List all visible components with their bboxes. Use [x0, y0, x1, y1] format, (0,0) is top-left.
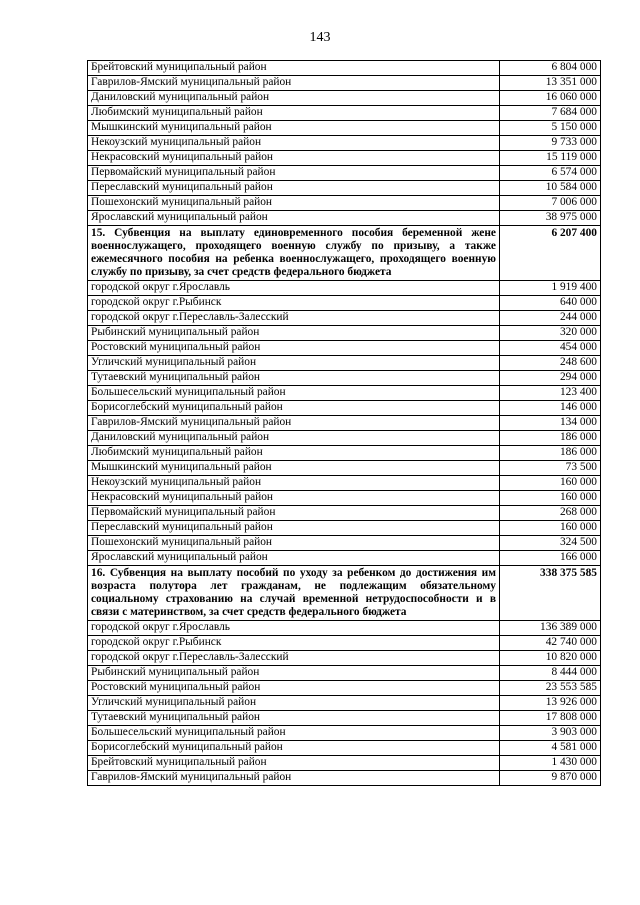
amount-value: 10 584 000	[500, 181, 601, 196]
amount-value: 7 006 000	[500, 196, 601, 211]
table-row	[88, 741, 601, 756]
municipality-name: Некоузский муниципальный район	[88, 476, 500, 491]
municipality-name: Ярославский муниципальный район	[88, 551, 500, 566]
municipality-name: Переславский муниципальный район	[88, 521, 500, 536]
table-row	[88, 326, 601, 341]
table-row	[88, 401, 601, 416]
table-row	[88, 211, 601, 226]
municipality-name: Даниловский муниципальный район	[88, 431, 500, 446]
amount-value: 9 870 000	[500, 771, 601, 786]
municipality-name: Гаврилов-Ямский муниципальный район	[88, 771, 500, 786]
table-row	[88, 461, 601, 476]
municipality-name: Брейтовский муниципальный район	[88, 61, 500, 76]
amount-value: 10 820 000	[500, 651, 601, 666]
municipality-name: Пошехонский муниципальный район	[88, 536, 500, 551]
municipality-name: Угличский муниципальный район	[88, 696, 500, 711]
subvention-table-body	[88, 61, 601, 786]
table-row	[88, 696, 601, 711]
municipality-name: Большесельский муниципальный район	[88, 386, 500, 401]
page-number: 143	[309, 30, 331, 45]
table-row	[88, 416, 601, 431]
municipality-name: городской округ г.Рыбинск	[88, 296, 500, 311]
amount-value: 42 740 000	[500, 636, 601, 651]
table-row	[88, 311, 601, 326]
municipality-name: Тутаевский муниципальный район	[88, 371, 500, 386]
table-row	[88, 281, 601, 296]
municipality-name: Брейтовский муниципальный район	[88, 756, 500, 771]
amount-value: 13 351 000	[500, 76, 601, 91]
section-16-title: 16. Субвенция на выплату пособий по уходу за ребенком до достижения им возраста полутора лет гражданам, не подлежащим обязательному социальному страхованию на случай временной нетрудоспособности и в связи с материнством, за счет средств федерального бюджета	[88, 566, 500, 621]
municipality-name: Ярославский муниципальный район	[88, 211, 500, 226]
municipality-name: Некрасовский муниципальный район	[88, 151, 500, 166]
table-row	[88, 76, 601, 91]
amount-value: 3 903 000	[500, 726, 601, 741]
amount-value: 38 975 000	[500, 211, 601, 226]
municipality-name: Ростовский муниципальный район	[88, 681, 500, 696]
amount-value: 4 581 000	[500, 741, 601, 756]
section-16-header-row	[88, 566, 601, 621]
amount-value: 244 000	[500, 311, 601, 326]
municipality-name: Большесельский муниципальный район	[88, 726, 500, 741]
amount-value: 248 600	[500, 356, 601, 371]
amount-value: 160 000	[500, 521, 601, 536]
table-row	[88, 506, 601, 521]
subvention-table	[87, 60, 601, 786]
table-row	[88, 106, 601, 121]
table-row	[88, 621, 601, 636]
amount-value: 146 000	[500, 401, 601, 416]
table-row	[88, 371, 601, 386]
amount-value: 6 574 000	[500, 166, 601, 181]
table-row	[88, 551, 601, 566]
table-row	[88, 121, 601, 136]
municipality-name: Переславский муниципальный район	[88, 181, 500, 196]
section-15-total-amount: 6 207 400	[500, 226, 601, 281]
table-row	[88, 356, 601, 371]
municipality-name: Первомайский муниципальный район	[88, 506, 500, 521]
amount-value: 15 119 000	[500, 151, 601, 166]
table-row	[88, 136, 601, 151]
amount-value: 640 000	[500, 296, 601, 311]
amount-value: 6 804 000	[500, 61, 601, 76]
table-row	[88, 756, 601, 771]
municipality-name: Любимский муниципальный район	[88, 446, 500, 461]
amount-value: 160 000	[500, 476, 601, 491]
amount-value: 320 000	[500, 326, 601, 341]
municipality-name: Некоузский муниципальный район	[88, 136, 500, 151]
table-row	[88, 651, 601, 666]
municipality-name: городской округ г.Ярославль	[88, 281, 500, 296]
municipality-name: Гаврилов-Ямский муниципальный район	[88, 76, 500, 91]
table-row	[88, 666, 601, 681]
municipality-name: городской округ г.Рыбинск	[88, 636, 500, 651]
table-row	[88, 636, 601, 651]
municipality-name: Рыбинский муниципальный район	[88, 666, 500, 681]
municipality-name: Мышкинский муниципальный район	[88, 461, 500, 476]
municipality-name: Даниловский муниципальный район	[88, 91, 500, 106]
table-row	[88, 196, 601, 211]
amount-value: 73 500	[500, 461, 601, 476]
municipality-name: Угличский муниципальный район	[88, 356, 500, 371]
amount-value: 454 000	[500, 341, 601, 356]
section-16-total-amount: 338 375 585	[500, 566, 601, 621]
table-row	[88, 166, 601, 181]
table-row	[88, 536, 601, 551]
amount-value: 294 000	[500, 371, 601, 386]
table-row	[88, 341, 601, 356]
municipality-name: Мышкинский муниципальный район	[88, 121, 500, 136]
table-row	[88, 431, 601, 446]
amount-value: 166 000	[500, 551, 601, 566]
table-row	[88, 181, 601, 196]
table-row	[88, 711, 601, 726]
amount-value: 1 430 000	[500, 756, 601, 771]
amount-value: 7 684 000	[500, 106, 601, 121]
table-row	[88, 681, 601, 696]
table-row	[88, 151, 601, 166]
table-row	[88, 771, 601, 786]
table-row	[88, 476, 601, 491]
municipality-name: Гаврилов-Ямский муниципальный район	[88, 416, 500, 431]
amount-value: 5 150 000	[500, 121, 601, 136]
municipality-name: Первомайский муниципальный район	[88, 166, 500, 181]
amount-value: 8 444 000	[500, 666, 601, 681]
municipality-name: Рыбинский муниципальный район	[88, 326, 500, 341]
municipality-name: Любимский муниципальный район	[88, 106, 500, 121]
section-15-title: 15. Субвенция на выплату единовременного пособия беременной жене военнослужащего, проходящего военную службу по призыву, а также ежемесячного пособия на ребенка военнослужащего, проходящего военную службу по призыву, за счет средств федерального бюджета	[88, 226, 500, 281]
amount-value: 324 500	[500, 536, 601, 551]
amount-value: 16 060 000	[500, 91, 601, 106]
amount-value: 23 553 585	[500, 681, 601, 696]
table-row	[88, 386, 601, 401]
table-row	[88, 91, 601, 106]
amount-value: 136 389 000	[500, 621, 601, 636]
amount-value: 186 000	[500, 431, 601, 446]
table-row	[88, 61, 601, 76]
municipality-name: Тутаевский муниципальный район	[88, 711, 500, 726]
table-row	[88, 521, 601, 536]
municipality-name: Борисоглебский муниципальный район	[88, 401, 500, 416]
municipality-name: Борисоглебский муниципальный район	[88, 741, 500, 756]
amount-value: 123 400	[500, 386, 601, 401]
amount-value: 13 926 000	[500, 696, 601, 711]
table-row	[88, 296, 601, 311]
municipality-name: Некрасовский муниципальный район	[88, 491, 500, 506]
table-row	[88, 491, 601, 506]
municipality-name: городской округ г.Ярославль	[88, 621, 500, 636]
municipality-name: Ростовский муниципальный район	[88, 341, 500, 356]
municipality-name: Пошехонский муниципальный район	[88, 196, 500, 211]
table-row	[88, 726, 601, 741]
amount-value: 1 919 400	[500, 281, 601, 296]
amount-value: 17 808 000	[500, 711, 601, 726]
section-15-header-row	[88, 226, 601, 281]
municipality-name: городской округ г.Переславль-Залесский	[88, 311, 500, 326]
table-row	[88, 446, 601, 461]
amount-value: 160 000	[500, 491, 601, 506]
amount-value: 268 000	[500, 506, 601, 521]
amount-value: 134 000	[500, 416, 601, 431]
municipality-name: городской округ г.Переславль-Залесский	[88, 651, 500, 666]
amount-value: 9 733 000	[500, 136, 601, 151]
amount-value: 186 000	[500, 446, 601, 461]
